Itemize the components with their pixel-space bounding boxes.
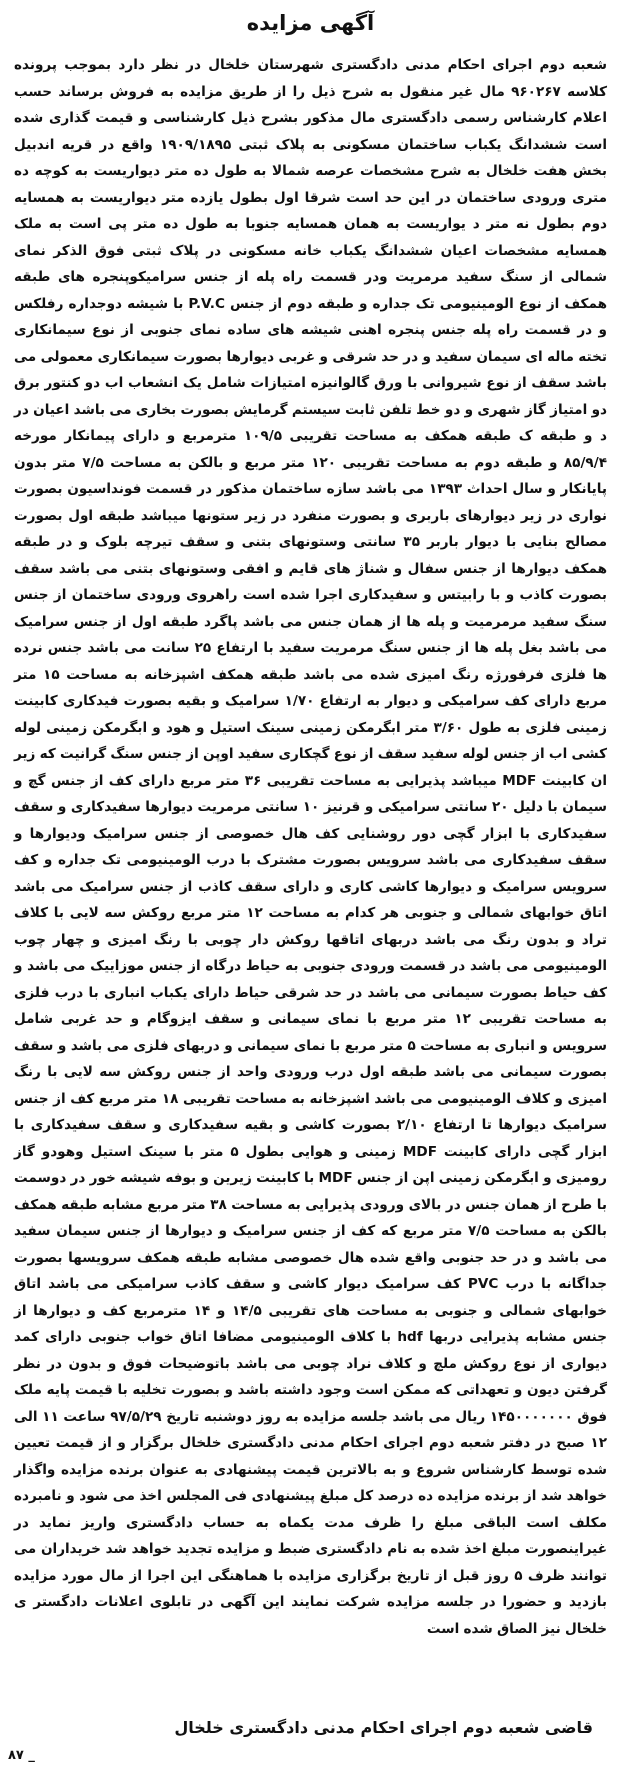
notice-body: شعبه دوم اجرای احکام مدنی دادگستری شهرستان خلخال در نظر دارد بموجب پرونده کلاسه ۹۶۰۲۶۷ مال غیر منقول به شرح ذیل را از طریق مزایده به فروش برساند حسب اعلام کارشناس رسمی دادگستری مال مذکور بشرح ذیل کارشناسی و قیمت گذاری شده است ششدانگ یکباب ساختمان مسکونی به پلاک ثبتی ۱۹۰۹/۱۸۹۵ واقع در قریه اندبیل بخش هفت خلخال به شرح مشخصات عرصه شمالا به طول ده متر دیواریست به کوچه ده متری ورودی ساختمان در این حد است شرقا اول بطول یازده متر دیواریست به همسایه دوم بطول نه متر د یواریست به همان همسایه جنوبا به طول ده متر پی است به ملک همسایه مشخصات اعیان ششدانگ یکباب خانه مسکونی در پلاک ثبتی فوق الذکر نمای شمالی از سنگ سفید مرمریت ودر قسمت راه پله از جنس سرامیکوپنجره های طبقه همکف از نوع الومینیومی تک جداره و طبقه دوم از جنس P.V.C با شیشه دوجداره رفلکس و در قسمت راه پله جنس پنجره اهنی شیشه های ساده نمای جنوبی از نوع سیمانکاری تخته ماله ای سیمان سفید و در حد شرقی و غربی دیوارها بصورت سیمانکاری معمولی می باشد سقف از نوع شیروانی با ورق گالوانیزه امتیازات شامل یک انشعاب اب دو کنتور برق دو امتیاز گاز شهری و دو خط تلفن ثابت سیستم گرمایش بصورت بخاری می باشد اعیان در د و طبقه ک طبقه همکف به مساحت تقریبی ۱۰۹/۵ مترمربع و دارای پیمانکار مورخه ۸۵/۹/۴ و طبقه دوم به مساحت تقریبی ۱۲۰ متر مربع و بالکن به مساحت ۷/۵ متر بدون پایانکار و سال احداث ۱۳۹۳ می باشد سازه ساختمان مذکور در قسمت فونداسیون بصورت نواری در زیر دیوارهای باربری و بصورت منفرد در زیر ستونها میباشد طبقه اول بصورت مصالح بنایی با دیوار باربر ۳۵ سانتی وستونهای بتنی و سقف تیرچه بلوک و در طبقه همکف دیوارها از جنس سفال و شناژ های قایم و افقی وستونهای بتنی می باشد سقف بصورت کاذب و با رابیتس و سفیدکاری اجرا شده است راهروی ورودی ساختمان از جنس سنگ سفید مرمرمیت و پله ها از همان جنس می باشد پاگرد طبقه اول از جنس سرامیک می باشد بغل پله ها از جنس سنگ مرمریت سفید با ارتفاع ۲۵ سانت می باشد جنس نرده ها فلزی فرفورژه رنگ امیزی شده می باشد طبقه همکف اشپزخانه به مساحت ۱۵ متر مربع دارای کف سرامیکی و دیوار به ارتفاع ۱/۷۰ سرامیک و بقیه بصورت فیدکاری کابینت زمینی فلزی به طول ۳/۶۰ متر ابگرمکن زمینی سینک استیل و هود و ابگرمکن زمینی لوله کشی اب از جنس لوله سفید سقف از نوع گچکاری سفید اوپن از جنس سنگ گرانیت که زیر ان کابینت MDF میباشد پذیرایی به مساحت تقریبی ۳۶ متر مربع دارای کف از جنس گچ و سیمان با دلیل ۲۰ سانتی سرامیکی و قرنیز ۱۰ سانتی مرمریت دیوارها سفیدکاری و سقف سفیدکاری با ابزار گچی دور روشنایی کف هال خصوصی از جنس سرامیک ودیوارها و سقف سفیدکاری می باشد سرویس بصورت مشترک با درب الومینیومی تک جداره و کف سرویس سرامیک و دیوارها کاشی کاری و دارای سقف کاذب از جنس سرامیک می باشد اتاق خوابهای شمالی و جنوبی هر کدام به مساحت ۱۲ متر مربع روکش سه لایی با کلاف تراد و بدون رنگ می باشد دربهای اتاقها روکش دار چوبی با رنگ امیزی و چهار چوب الومینیومی می باشد در قسمت ورودی جنوبی به حیاط درگاه از جنس موزاییک می باشد و کف حیاط بصورت سیمانی می باشد در حد شرقی حیاط دارای یکباب انباری با درب فلزی به مساحت تقریبی ۱۲ متر مربع با نمای سیمانی و سقف ایزوگام و حد غربی شامل سرویس و انباری به مساحت ۵ متر مربع با نمای سیمانی و دربهای فلزی می باشد و سقف بصورت سیمانی می باشد طبقه اول درب ورودی واحد از جنس روکش سه لایی با رنگ امیزی و کلاف الومینیومی می باشد اشپزخانه به مساحت تقریبی ۱۸ متر مربع کف از جنس سرامیک دیوارها تا ارتفاع ۲/۱۰ بصورت کاشی و بقیه سفیدکاری و سقف سفیدکاری با ابزار گچی دارای کابینت MDF زمینی و هوایی بطول ۵ متر با سینک استیل وهودو گاز رومیزی و ابگرمکن زمینی اپن از جنس MDF با کابینت زیرین و بوفه شیشه خور در دوسمت با طرح از همان جنس در بالای ورودی پذیرایی به مساحت ۳۸ متر مربع مشابه طبقه همکف بالکن به مساحت ۷/۵ متر مربع که کف از جنس سرامیک و دیوارها از جنس سیمان سفید می باشد و در حد جنوبی واقع شده هال خصوصی مشابه طبقه همکف سرویسها بصورت جداگانه با درب PVC کف سرامیک دیوار کاشی و سقف کاذب سرامیکی می باشد اتاق خوابهای شمالی و جنوبی به مساحت های تقریبی ۱۴/۵ و ۱۴ مترمربع کف و دیوارها از جنس مشابه پذیرایی دربها hdf با کلاف الومینیومی مضافا اتاق خواب جنوبی دارای کمد دیواری از نوع روکش ملچ و کلاف نراد چوبی می باشد باتوضیحات فوق و بدون در نظر گرفتن دیون و تعهداتی که ممکن است وجود داشته باشد و بصورت تخلیه با قیمت پایه ملک فوق ۱۴۵۰۰۰۰۰۰۰ ریال می باشد جلسه مزایده به روز دوشنبه تاریخ ۹۷/۵/۲۹ ساعت ۱۱ الی ۱۲ صبح در دفتر شعبه دوم اجرای احکام مدنی دادگستری خلخال برگزار و از قیمت تعیین شده توسط کارشناس شروع و به بالاترین قیمت پیشنهادی به عنوان برنده مزایده واگذار خواهد شد از برنده مزایده ده درصد کل مبلغ پیشنهادی فی المجلس اخذ می شود و نامبرده مکلف است الباقی مبلغ را ظرف مدت یکماه به حساب دادگستری واریز نماید در غیراینصورت مبلغ اخذ شده به نام دادگستری ضبط و مزایده تجدید خواهد شد خریداران می توانند ظرف ۵ روز قبل از تاریخ برگزاری مزایده با هماهنگی این اجرا از مال مورد مزایده بازدید و حضورا در جلسه مزایده شرکت نمایند این آگهی در تابلوی اعلانات دادگستر ی خلخال نیز الصاق شده است bbox=[14, 57, 608, 1637]
notice-title: آگهی مزایده bbox=[246, 11, 375, 35]
signature-line: قاضی شعبه دوم اجرای احکام مدنی دادگستری خلخال bbox=[174, 1718, 593, 1737]
page-number: ۸۷ _ bbox=[8, 1748, 35, 1763]
